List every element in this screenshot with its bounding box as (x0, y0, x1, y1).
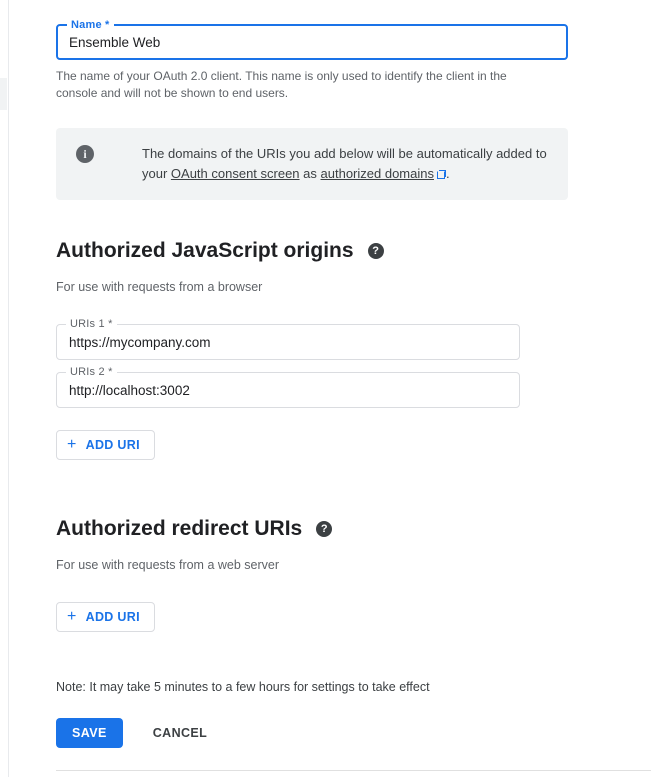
name-helper-text: The name of your OAuth 2.0 client. This name is only used to identify the client in the console and will not be shown to end users. (56, 69, 507, 100)
help-icon[interactable]: ? (368, 243, 384, 259)
authorized-domains-link[interactable]: authorized domains (320, 166, 434, 181)
help-icon[interactable]: ? (316, 521, 332, 537)
js-origin-uri-2-input[interactable] (57, 373, 519, 407)
js-origin-uri-2-wrapper (56, 366, 520, 408)
js-origins-subtitle: For use with requests from a browser (56, 280, 263, 294)
redirect-uris-heading-row (56, 516, 568, 542)
plus-icon: + (67, 436, 77, 453)
info-icon: i (76, 145, 94, 163)
plus-icon: + (67, 608, 77, 625)
js-origins-add-uri-label: ADD URI (85, 438, 140, 452)
cancel-button[interactable]: CANCEL (145, 718, 215, 748)
name-field-wrapper (56, 19, 568, 60)
redirect-uris-subtitle: For use with requests from a web server (56, 558, 279, 572)
name-field-label: Name * (67, 19, 114, 31)
js-origin-uri-1-input[interactable] (57, 325, 519, 359)
save-button[interactable]: SAVE (56, 718, 123, 748)
oauth-consent-screen-link[interactable]: OAuth consent screen (170, 166, 300, 181)
external-link-icon (437, 170, 446, 179)
js-origins-add-uri-button[interactable] (56, 430, 155, 460)
js-origins-title: Authorized JavaScript origins (56, 239, 354, 262)
js-origin-uri-2-label: URIs 2 * (66, 366, 117, 378)
js-origin-uri-1-field[interactable] (56, 318, 520, 360)
name-field[interactable] (56, 19, 568, 60)
bottom-divider (56, 770, 651, 771)
info-banner-text (142, 144, 552, 184)
info-text-part1: The domains of the URIs you add below will be automatically added to your (142, 146, 547, 181)
redirect-uris-add-uri-label: ADD URI (85, 610, 140, 624)
form-actions (56, 718, 568, 748)
redirect-uris-add-uri-button[interactable] (56, 602, 155, 632)
redirect-uris-title: Authorized redirect URIs (56, 517, 303, 540)
js-origin-uri-2-field[interactable] (56, 366, 520, 408)
info-text-part3: . (445, 166, 450, 181)
settings-delay-note: Note: It may take 5 minutes to a few hours for settings to take effect (56, 680, 430, 694)
name-input[interactable] (58, 26, 566, 58)
info-text-part2: as (299, 166, 321, 181)
js-origin-uri-1-wrapper (56, 318, 520, 360)
js-origin-uri-1-label: URIs 1 * (66, 318, 117, 330)
js-origins-heading-row (56, 238, 568, 264)
domains-info-banner (56, 128, 568, 200)
